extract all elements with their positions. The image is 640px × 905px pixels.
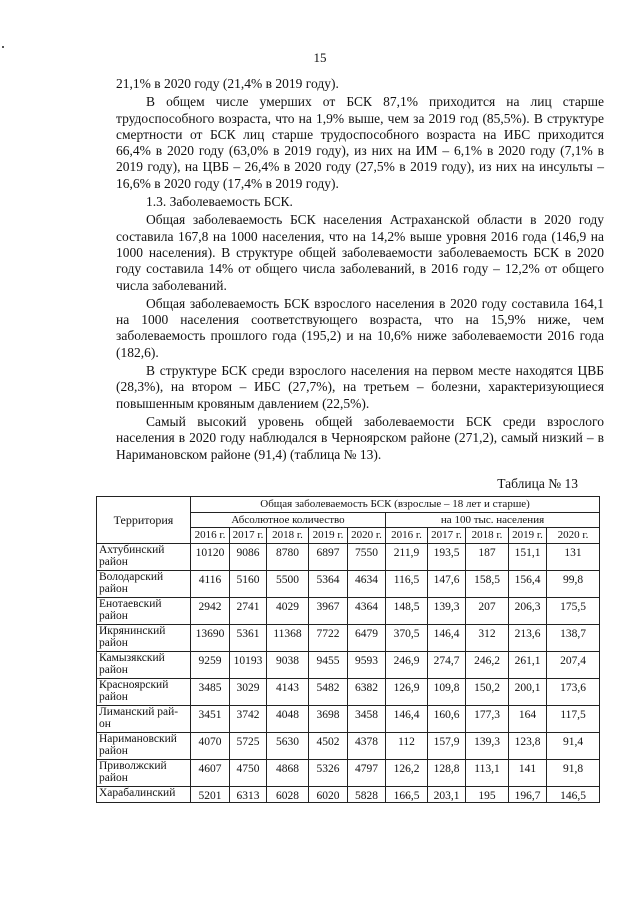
paragraph: В общем числе умерших от БСК 87,1% приходится на лиц старше трудоспособного возраста, что на 1,9% выше, чем за 2019 год (85,5%). В структуре смертности от БСК лиц старше трудоспособного возраста на ИБС приходится 66,4% в 2020 году (63,0% в 2019 году), из них на ИМ – 6,1% в 2020 году (7,1% в 2019 году), на ЦВБ – 26,4% в 2020 году (27,5% в 2019 году), из них на инсульты – 16,6% в 2020 году (17,4% в 2019 году). (116, 94, 604, 191)
value-cell: 4143 (267, 678, 309, 705)
value-cell: 6028 (267, 786, 309, 803)
value-cell: 211,9 (386, 543, 428, 570)
value-cell: 158,5 (466, 570, 509, 597)
value-cell: 10193 (230, 651, 267, 678)
table-row (97, 786, 600, 803)
value-cell: 246,2 (466, 651, 509, 678)
value-cell: 126,9 (386, 678, 428, 705)
territory-cell: Лиманский рай-он (97, 705, 191, 732)
paragraph: Самый высокий уровень общей заболеваемости БСК среди взрослого населения в 2020 году наблюдался в Черноярском районе (271,2), самый низкий – в Наримановском районе (91,4) (таблица № 13). (116, 413, 604, 462)
value-cell: 4634 (348, 570, 386, 597)
value-cell: 2741 (230, 597, 267, 624)
year-header: 2018 г. (267, 528, 309, 544)
value-cell: 150,2 (466, 678, 509, 705)
value-cell: 13690 (191, 624, 230, 651)
value-cell: 126,2 (386, 759, 428, 786)
value-cell: 3698 (309, 705, 348, 732)
value-cell: 187 (466, 543, 509, 570)
value-cell: 4868 (267, 759, 309, 786)
value-cell: 146,4 (386, 705, 428, 732)
value-cell: 5364 (309, 570, 348, 597)
year-header: 2019 г. (509, 528, 547, 544)
value-cell: 157,9 (428, 732, 466, 759)
value-cell: 3451 (191, 705, 230, 732)
territory-cell: Приволжский район (97, 759, 191, 786)
year-header: 2017 г. (230, 528, 267, 544)
table-row (97, 597, 600, 624)
value-cell: 151,1 (509, 543, 547, 570)
value-cell: 113,1 (466, 759, 509, 786)
value-cell: 147,6 (428, 570, 466, 597)
value-cell: 160,6 (428, 705, 466, 732)
territory-cell: Икрянинский район (97, 624, 191, 651)
territory-cell: Ахтубинский район (97, 543, 191, 570)
value-cell: 6020 (309, 786, 348, 803)
value-cell: 11368 (267, 624, 309, 651)
group-absolute-header: Абсолютное количество (191, 512, 386, 528)
value-cell: 146,4 (428, 624, 466, 651)
value-cell: 9038 (267, 651, 309, 678)
table-row (97, 624, 600, 651)
table-row (97, 759, 600, 786)
value-cell: 177,3 (466, 705, 509, 732)
value-cell: 9593 (348, 651, 386, 678)
morbidity-table (96, 496, 600, 803)
paragraph: 21,1% в 2020 году (21,4% в 2019 году). (116, 76, 339, 91)
body-text (116, 76, 604, 465)
main-header: Общая заболеваемость БСК (взрослые – 18 лет и старше) (191, 497, 600, 513)
value-cell: 206,3 (509, 597, 547, 624)
value-cell: 2942 (191, 597, 230, 624)
value-cell: 193,5 (428, 543, 466, 570)
value-cell: 128,8 (428, 759, 466, 786)
value-cell: 164 (509, 705, 547, 732)
value-cell: 5361 (230, 624, 267, 651)
value-cell: 3967 (309, 597, 348, 624)
territory-cell: Харабалинский (97, 786, 191, 803)
value-cell: 10120 (191, 543, 230, 570)
value-cell: 112 (386, 732, 428, 759)
paragraph: В структуре БСК среди взрослого населения на первом месте находятся ЦВБ (28,3%), на втором – ИБС (27,7%), на третьем – болезни, характеризующиеся повышенным кровяным давлением (22,5%). (116, 363, 604, 411)
group-per100k-header: на 100 тыс. населения (386, 512, 600, 528)
value-cell: 91,4 (547, 732, 600, 759)
value-cell: 116,5 (386, 570, 428, 597)
value-cell: 203,1 (428, 786, 466, 803)
value-cell: 139,3 (466, 732, 509, 759)
value-cell: 5828 (348, 786, 386, 803)
paragraph: Общая заболеваемость БСК населения Астраханской области в 2020 году составила 167,8 на 1000 населения, что на 14,2% выше уровня 2016 года (146,9 на 1000 населения). В структуре общей заболеваемости заболеваемость БСК в 2020 году составила 14% от общего числа заболеваний, в 2016 году – 12,2% от общего числа заболеваний. (116, 212, 604, 293)
table-row (97, 705, 600, 732)
value-cell: 5160 (230, 570, 267, 597)
value-cell: 175,5 (547, 597, 600, 624)
value-cell: 4116 (191, 570, 230, 597)
value-cell: 207 (466, 597, 509, 624)
value-cell: 138,7 (547, 624, 600, 651)
value-cell: 274,7 (428, 651, 466, 678)
value-cell: 117,5 (547, 705, 600, 732)
territory-cell: Енотаевский район (97, 597, 191, 624)
value-cell: 4797 (348, 759, 386, 786)
value-cell: 99,8 (547, 570, 600, 597)
value-cell: 3485 (191, 678, 230, 705)
value-cell: 5725 (230, 732, 267, 759)
value-cell: 4029 (267, 597, 309, 624)
value-cell: 200,1 (509, 678, 547, 705)
table-row (97, 651, 600, 678)
value-cell: 166,5 (386, 786, 428, 803)
table-row (97, 543, 600, 570)
paragraph: 1.3. Заболеваемость БСК. (146, 194, 293, 210)
value-cell: 6382 (348, 678, 386, 705)
year-header: 2020 г. (547, 528, 600, 544)
value-cell: 246,9 (386, 651, 428, 678)
year-header: 2016 г. (191, 528, 230, 544)
value-cell: 156,4 (509, 570, 547, 597)
value-cell: 5500 (267, 570, 309, 597)
territory-header: Территория (97, 497, 191, 544)
territory-cell: Красноярский район (97, 678, 191, 705)
territory-cell: Камызякский район (97, 651, 191, 678)
page-number: 15 (313, 50, 327, 65)
value-cell: 5482 (309, 678, 348, 705)
value-cell: 5630 (267, 732, 309, 759)
value-cell: 109,8 (428, 678, 466, 705)
value-cell: 4378 (348, 732, 386, 759)
value-cell: 9455 (309, 651, 348, 678)
year-header: 2019 г. (309, 528, 348, 544)
value-cell: 4364 (348, 597, 386, 624)
table-body (97, 543, 600, 803)
year-header: 2018 г. (466, 528, 509, 544)
value-cell: 3742 (230, 705, 267, 732)
paragraph: Общая заболеваемость БСК взрослого населения в 2020 году составила 164,1 на 1000 населения соответствующего возраста, что на 15,9% ниже, чем заболеваемость прошлого года (195,2) и на 10,6% ниже заболеваемости 2016 года (182,6). (116, 295, 604, 360)
value-cell: 9086 (230, 543, 267, 570)
value-cell: 5326 (309, 759, 348, 786)
territory-cell: Володарский район (97, 570, 191, 597)
year-header: 2020 г. (348, 528, 386, 544)
value-cell: 7550 (348, 543, 386, 570)
value-cell: 370,5 (386, 624, 428, 651)
value-cell: 5201 (191, 786, 230, 803)
value-cell: 4607 (191, 759, 230, 786)
value-cell: 4750 (230, 759, 267, 786)
value-cell: 3458 (348, 705, 386, 732)
value-cell: 131 (547, 543, 600, 570)
value-cell: 173,6 (547, 678, 600, 705)
value-cell: 3029 (230, 678, 267, 705)
value-cell: 4502 (309, 732, 348, 759)
value-cell: 6313 (230, 786, 267, 803)
year-header: 2016 г. (386, 528, 428, 544)
value-cell: 7722 (309, 624, 348, 651)
value-cell: 139,3 (428, 597, 466, 624)
value-cell: 4070 (191, 732, 230, 759)
value-cell: 195 (466, 786, 509, 803)
table-caption: Таблица № 13 (497, 476, 578, 491)
table-row (97, 570, 600, 597)
value-cell: 4048 (267, 705, 309, 732)
table-row (97, 678, 600, 705)
value-cell: 141 (509, 759, 547, 786)
value-cell: 91,8 (547, 759, 600, 786)
value-cell: 312 (466, 624, 509, 651)
value-cell: 148,5 (386, 597, 428, 624)
value-cell: 146,5 (547, 786, 600, 803)
value-cell: 213,6 (509, 624, 547, 651)
territory-cell: Наримановский район (97, 732, 191, 759)
value-cell: 207,4 (547, 651, 600, 678)
value-cell: 196,7 (509, 786, 547, 803)
table-header-row (97, 497, 600, 513)
value-cell: 261,1 (509, 651, 547, 678)
value-cell: 6479 (348, 624, 386, 651)
value-cell: 8780 (267, 543, 309, 570)
year-header: 2017 г. (428, 528, 466, 544)
value-cell: 6897 (309, 543, 348, 570)
value-cell: 9259 (191, 651, 230, 678)
table-row (97, 732, 600, 759)
scan-mark (2, 46, 4, 48)
value-cell: 123,8 (509, 732, 547, 759)
